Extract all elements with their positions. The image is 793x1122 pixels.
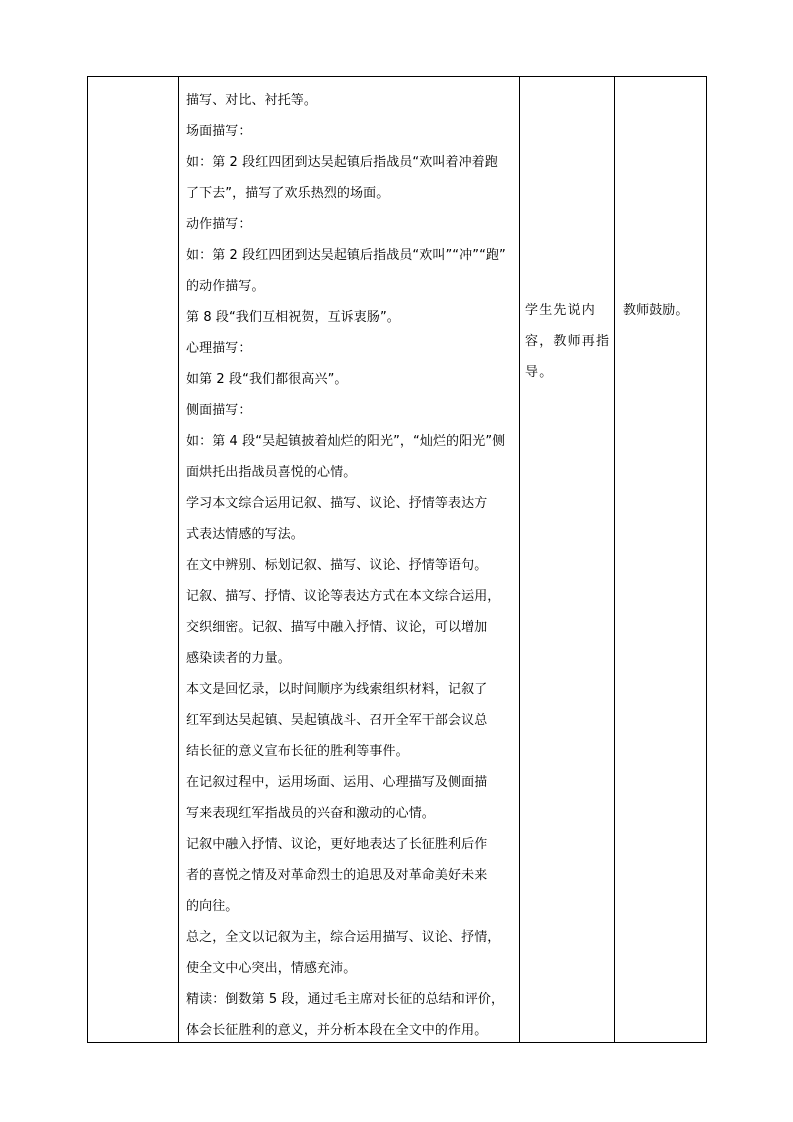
content-line: 如：第 2 段红四团到达吴起镇后指战员“欢叫着冲着跑	[186, 155, 498, 170]
student-activity-line: 学生先说内	[525, 303, 597, 318]
content-line: 如第 2 段“我们都很高兴”。	[186, 372, 348, 387]
content-line: 记叙、描写、抒情、议论等表达方式在本文综合运用，	[186, 589, 501, 604]
content-line: 总之，全文以记叙为主，综合运用描写、议论、抒情，	[186, 930, 501, 945]
content-line: 记叙中融入抒情、议论，更好地表达了长征胜利后作	[186, 837, 488, 852]
content-line: 如：第 4 段“吴起镇披着灿烂的阳光”，“灿烂的阳光”侧	[186, 434, 506, 449]
student-activity-line: 容，教师再指	[525, 334, 611, 349]
content-line: 描写、对比、衬托等。	[186, 93, 318, 108]
content-line: 精读：倒数第 5 段，通过毛主席对长征的总结和评价，	[186, 992, 505, 1007]
content-line: 面烘托出指战员喜悦的心情。	[186, 465, 357, 480]
content-line: 学习本文综合运用记叙、描写、议论、抒情等表达方	[186, 496, 488, 511]
content-line: 心理描写：	[186, 341, 252, 356]
content-line: 动作描写：	[186, 217, 252, 232]
content-line: 了下去”，描写了欢乐热烈的场面。	[186, 186, 390, 201]
content-line: 如：第 2 段红四团到达吴起镇后指战员“欢叫”“冲”“跑”	[186, 248, 506, 263]
column-divider-1	[178, 77, 179, 1042]
student-activity-line: 导。	[525, 365, 554, 380]
content-line: 写来表现红军指战员的兴奋和激动的心情。	[186, 806, 435, 821]
content-line: 交织细密。记叙、描写中融入抒情、议论，可以增加	[186, 620, 488, 635]
content-line: 第 8 段“我们互相祝贺，互诉衷肠”。	[186, 310, 400, 325]
content-line: 式表达情感的写法。	[186, 527, 304, 542]
content-column	[185, 77, 520, 1046]
content-line: 者的喜悦之情及对革命烈士的追思及对革命美好未来	[186, 868, 488, 883]
column-divider-3	[614, 77, 615, 1042]
teacher-activity-column	[623, 295, 703, 326]
teacher-activity-line: 教师鼓励。	[623, 303, 689, 318]
content-line: 感染读者的力量。	[186, 651, 291, 666]
content-line: 的向往。	[186, 899, 239, 914]
content-line: 红军到达吴起镇、吴起镇战斗、召开全军干部会议总	[186, 713, 488, 728]
content-line: 使全文中心突出，情感充沛。	[186, 961, 357, 976]
content-line: 体会长征胜利的意义，并分析本段在全文中的作用。	[186, 1023, 488, 1038]
lesson-plan-table	[87, 76, 707, 1043]
content-line: 场面描写：	[186, 124, 252, 139]
content-line: 本文是回忆录，以时间顺序为线索组织材料，记叙了	[186, 682, 488, 697]
content-line: 结长征的意义宣布长征的胜利等事件。	[186, 744, 409, 759]
content-line: 在文中辨别、标划记叙、描写、议论、抒情等语句。	[186, 558, 488, 573]
content-line: 在记叙过程中，运用场面、运用、心理描写及侧面描	[186, 775, 488, 790]
student-activity-column	[525, 295, 613, 388]
content-line: 侧面描写：	[186, 403, 252, 418]
content-line: 的动作描写。	[186, 279, 265, 294]
